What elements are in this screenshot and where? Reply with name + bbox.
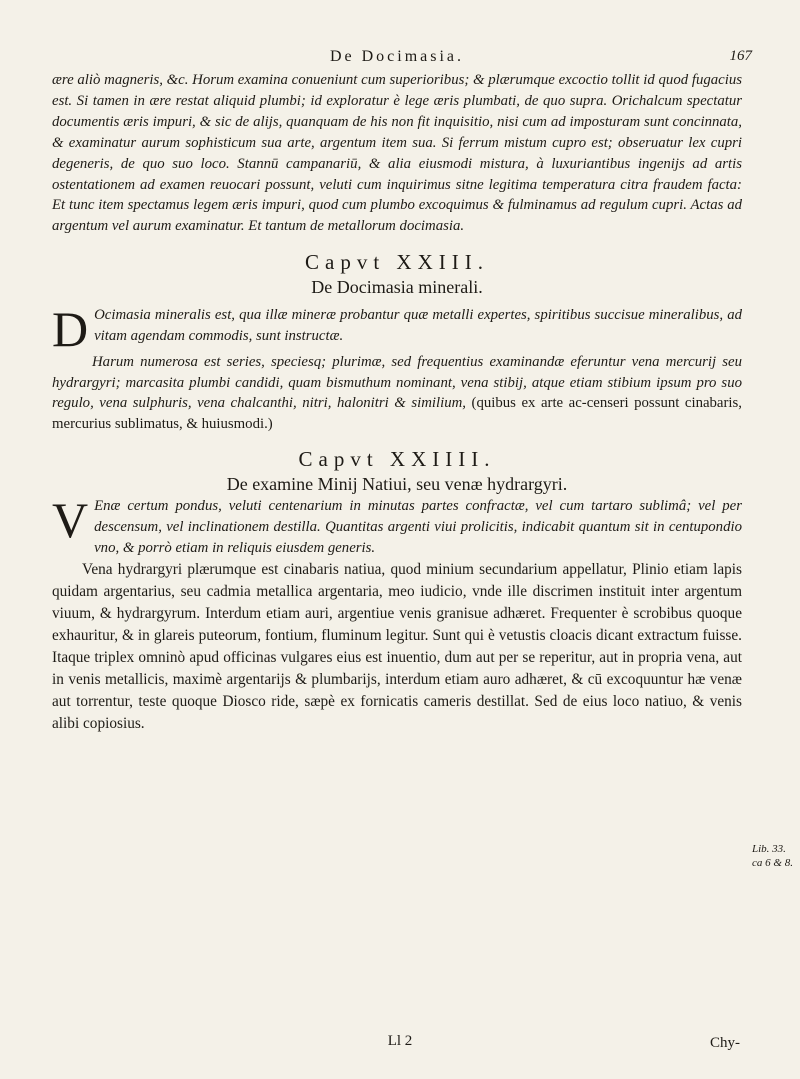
drop-cap-v: V (52, 492, 89, 549)
running-head (52, 20, 752, 65)
chapter-24-title: De examine Minij Natiui, seu venæ hydrargyri. (226, 474, 568, 495)
chapter-24-body: Vena hydrargyri plærumque est cinabaris natiua, quod minium secundarium appellatur, Plinio etiam lapis quidam argentarius, seu cadmia metallica argentaria, meo iudicio, vnde ille discrimen instituit inter argentum viuum, & hydrargyrum. Interdum etiam auri, argentiue venis granisue adhæret. Frequenter è scrobibus quoque exhauritur, & in glareis puteorum, fontium, fluminum legitur. Sunt qui è vetustis cloacis dicant extractum fuisse. Itaque triplex omninò apud officinas vulgares eius est inuentio, dum aut per se reperitur, aut in propria vena, aut in venis metallicis, maximè argentarijs & plumbarijs, interdum etiam auro adhæret, & cū excoquuntur hæ venæ aut torrentur, teste quoque Diosco ride, sæpè ex fornicatis cameris destillat. Sed de eius loco natiuo, & venis alibi copiosius. (52, 561, 742, 733)
chapter-23-title: De Docimasia minerali. (311, 277, 483, 298)
chapter-23-definition (52, 301, 742, 358)
signature-mark: Ll 2 (387, 1033, 413, 1049)
catchword: Chy- (710, 1035, 740, 1051)
instruction-text: Enæ certum pondus, veluti centenarium in minutas partes confractæ, vel cum tartaro sublimâ; vel per descensum, vel inclinationem destilla. Quantitas argenti viui prolicitis, indicabit quantum sit in centupondio vno, & porrò etiam in reliquis eiusdem generis. (94, 498, 742, 557)
chapter-23-list-paragraph (52, 352, 742, 434)
chapter-24-instruction (52, 492, 742, 559)
paragraph-continuation: ære aliò magneris, &c. Horum examina conueniunt cum superioribus; & plærumque excoctio tollit id quod fugacius est. Si tamen in ære restat aliquid plumbi; id exploratur è lege æris plumbati, de quo supra. Orichalcum spectatur documentis æris impuri, & sic de alijs, quanquam de his non fit inquisitio, nisi cum ad imposturam sunt concinnata, & examinatur aurum sophisticum sua arte, argentum item sua. Si ferrum mistum cupro est; obseruatur lex cupri degeneris, de quo suo loco. Stannū campanariū, & alia eiusmodi mistura, à luxuriantibus ingenijs ad artis ostentationem ad examen reuocari possunt, veluti cum inquirimus sitne legitima temperatura citra fraudem facta: Et tunc item spectamus legem æris impuri, quod cum plumbo excoquimus & fulminamus ad regulum cupri. Actas ad argentum vel aurum examinatur. Et tantum de metallorum docimasia. (52, 72, 742, 235)
page-number: 167 (729, 48, 752, 64)
margin-note: Lib. 33. ca 6 & 8. (752, 843, 793, 869)
drop-cap-d: D (52, 301, 89, 358)
definition-text: Ocimasia mineralis est, qua illæ mineræ probantur quæ metalli expertes, spiritibus succisue mineralibus, ad vitam agendam commodis, sunt instructæ. (94, 307, 742, 344)
running-title: De Docimasia. (329, 48, 465, 65)
chapter-24-heading: Capvt XXIIII. (298, 447, 496, 472)
list-italic-text: Harum numerosa est series, speciesq; plurimæ, sed frequentius examinandæ eferuntur vena mercurij seu hydrargyri; marcasita plumbi candidi, quam bismuthum nominant, vena stibij, atque etiam stibium ipsum pro suo regulo, vena sulphuris, vena chalcanthi, nitri, halonitri & similium, (52, 354, 742, 412)
list-roman-text: (quibus ex arte ac-censeri possunt cinabaris, mercurius sublimatus, & huiusmodi.) (52, 395, 742, 432)
chapter-23-heading: Capvt XXIII. (305, 250, 489, 275)
